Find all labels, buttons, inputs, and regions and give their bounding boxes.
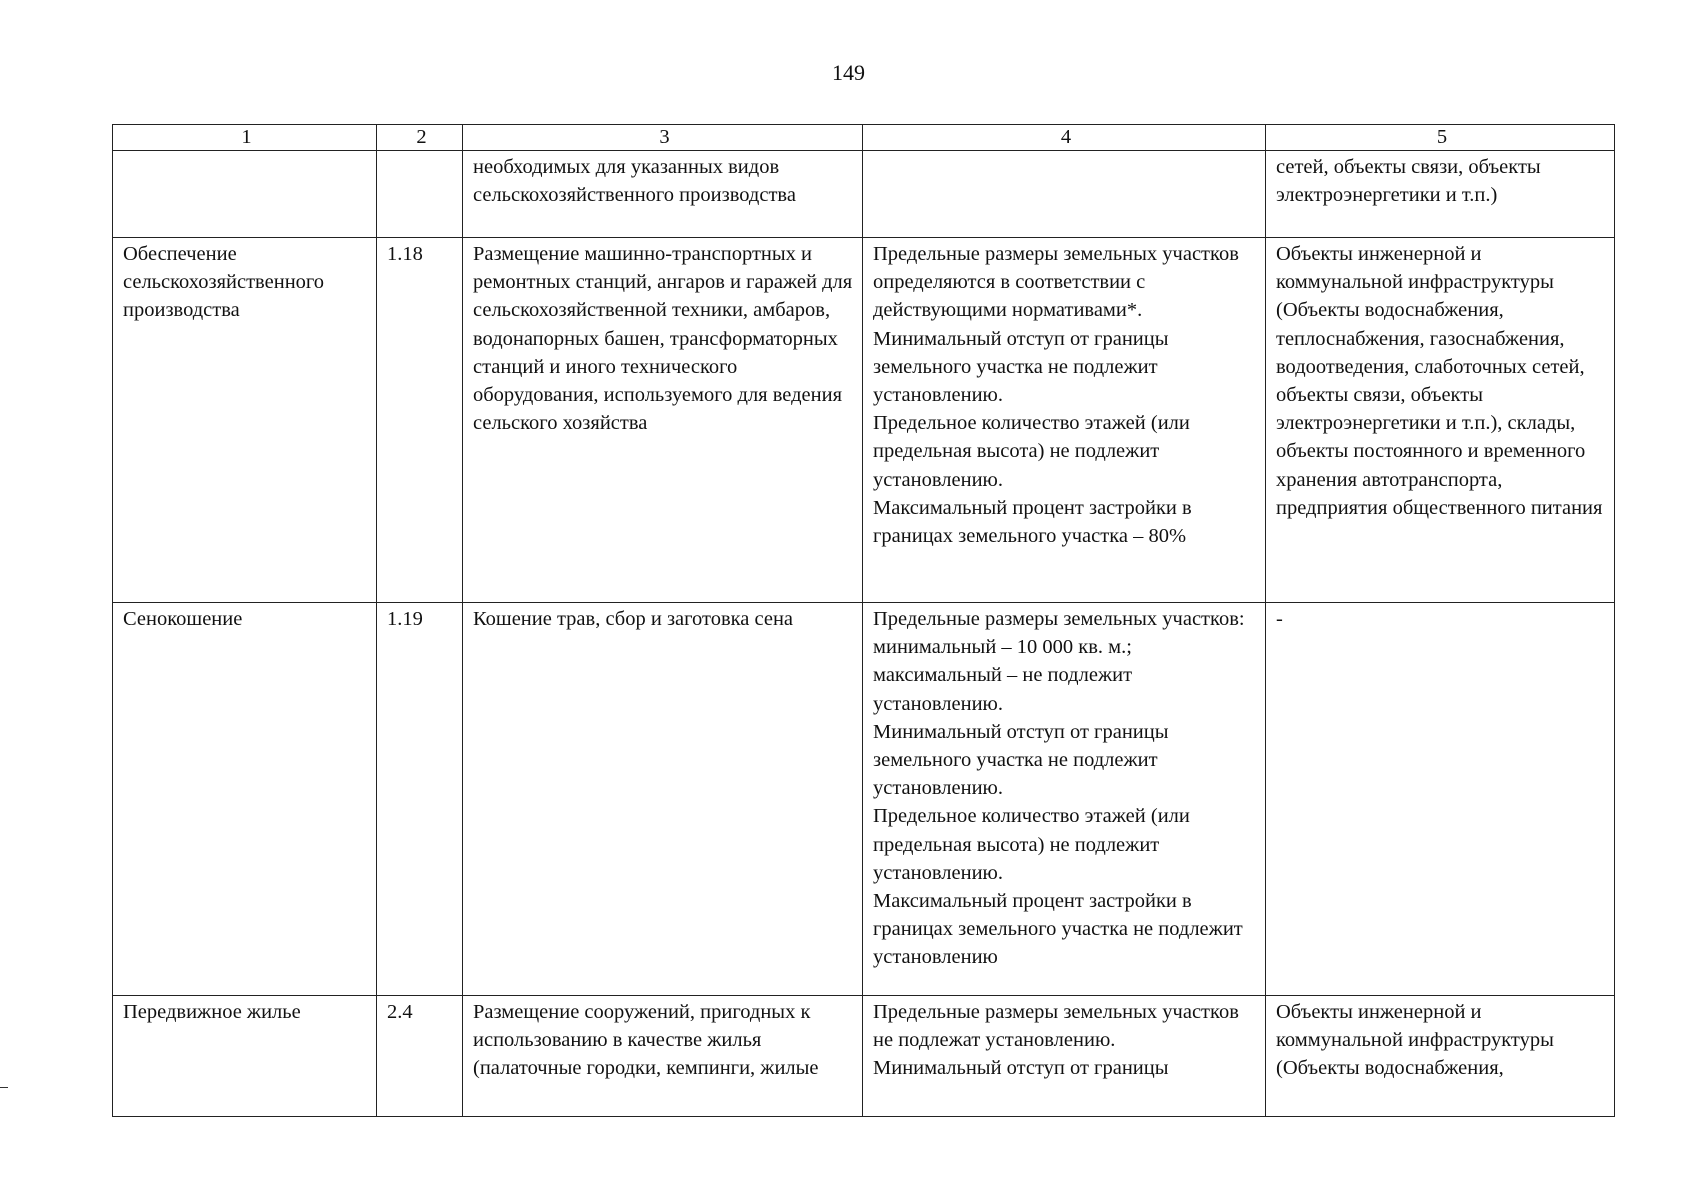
table-row [113, 996, 1615, 1117]
use-name-cell: Передвижное жилье [113, 996, 377, 1117]
parameters-cell: Предельные размеры земельных участков не подлежат установлению. Минимальный отступ от границы [863, 996, 1266, 1117]
column-number-header: 5 [1266, 125, 1615, 151]
use-name-cell: Сенокошение [113, 603, 377, 996]
use-description-cell: необходимых для указанных видов сельскохозяйственного производства [463, 151, 863, 238]
parameters-cell: Предельные размеры земельных участков определяются в соответствии с действующими нормативами*. Минимальный отступ от границы земельного участка не подлежит установлению. Предельное количество этажей (или предельная высота) не подлежит установлению. Максимальный процент застройки в границах земельного участка – 80% [863, 238, 1266, 603]
table-row [113, 151, 1615, 238]
ancillary-uses-cell: Объекты инженерной и коммунальной инфраструктуры (Объекты водоснабжения, [1266, 996, 1615, 1117]
ancillary-uses-cell: сетей, объекты связи, объекты электроэнергетики и т.п.) [1266, 151, 1615, 238]
ancillary-uses-cell: - [1266, 603, 1615, 996]
table-row [113, 603, 1615, 996]
column-number-header: 3 [463, 125, 863, 151]
use-code-cell [377, 151, 463, 238]
use-name-cell: Обеспечение сельскохозяйственного производства [113, 238, 377, 603]
ancillary-uses-cell: Объекты инженерной и коммунальной инфраструктуры (Объекты водоснабжения, теплоснабжения, газоснабжения, водоотведения, слаботочных сетей, объекты связи, объекты электроэнергетики и т.п.), склады, объекты постоянного и временного хранения автотранспорта, предприятия общественного питания [1266, 238, 1615, 603]
parameters-cell [863, 151, 1266, 238]
use-description-cell: Размещение машинно-транспортных и ремонтных станций, ангаров и гаражей для сельскохозяйственной техники, амбаров, водонапорных башен, трансформаторных станций и иного технического оборудования, используемого для ведения сельского хозяйства [463, 238, 863, 603]
column-number-header: 4 [863, 125, 1266, 151]
parameters-cell: Предельные размеры земельных участков: минимальный – 10 000 кв. м.; максимальный – не подлежит установлению. Минимальный отступ от границы земельного участка не подлежит установлению. Предельное количество этажей (или предельная высота) не подлежит установлению. Максимальный процент застройки в границах земельного участка не подлежит установлению [863, 603, 1266, 996]
margin-mark [0, 1087, 8, 1088]
column-number-header: 2 [377, 125, 463, 151]
regulations-table [112, 124, 1615, 1117]
use-description-cell: Размещение сооружений, пригодных к использованию в качестве жилья (палаточные городки, кемпинги, жилые [463, 996, 863, 1117]
use-code-cell: 1.19 [377, 603, 463, 996]
table-header-row [113, 125, 1615, 151]
column-number-header: 1 [113, 125, 377, 151]
use-description-cell: Кошение трав, сбор и заготовка сена [463, 603, 863, 996]
table-row [113, 238, 1615, 603]
use-code-cell: 1.18 [377, 238, 463, 603]
use-name-cell [113, 151, 377, 238]
page-number: 149 [832, 60, 865, 85]
use-code-cell: 2.4 [377, 996, 463, 1117]
